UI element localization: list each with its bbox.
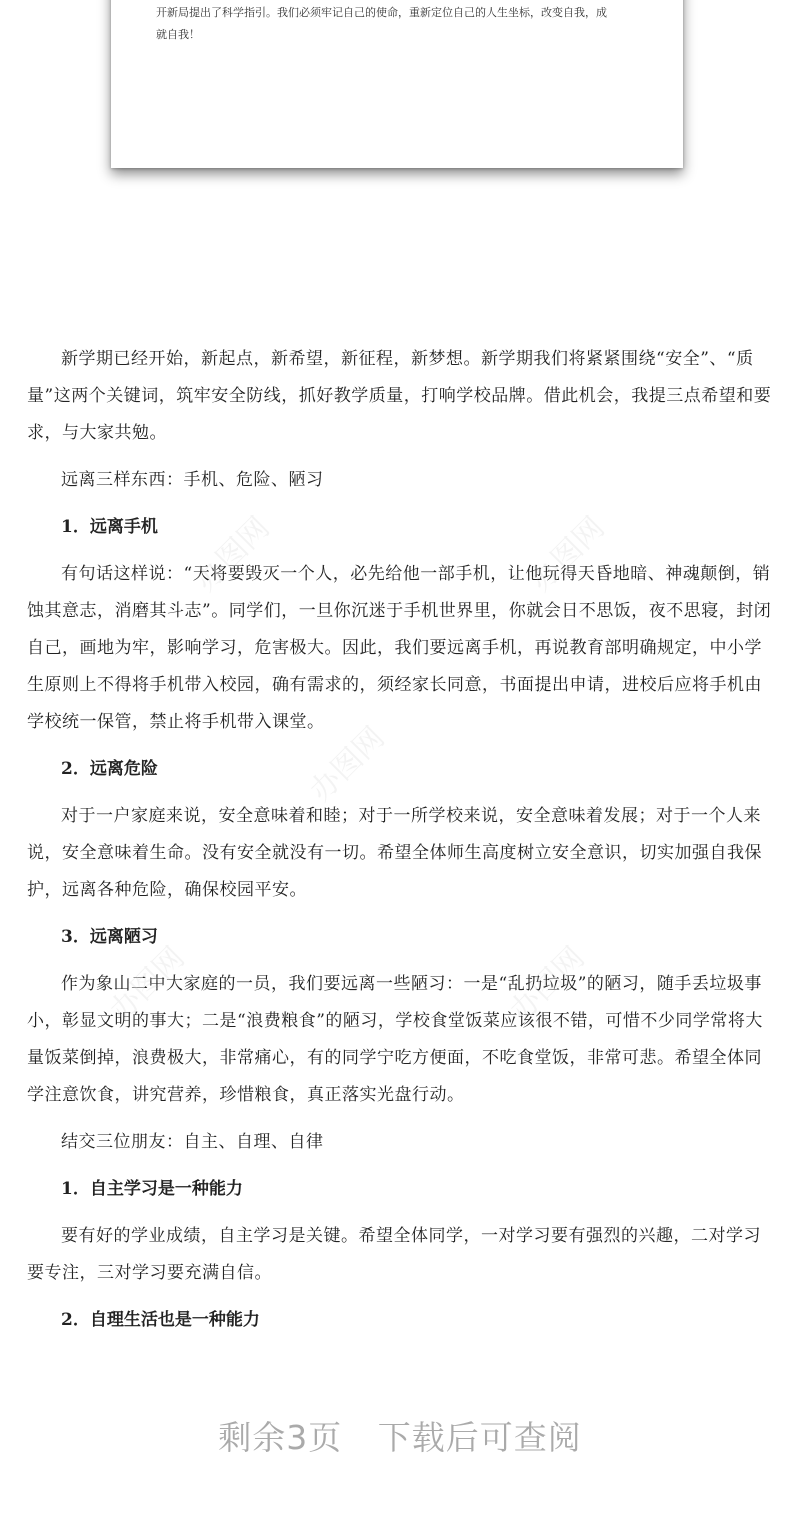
preview-line: 开新局提出了科学指引。我们必须牢记自己的使命，重新定位自己的人生坐标，改变自我，成	[156, 6, 607, 19]
preview-line: 就自我！	[156, 28, 200, 41]
section-title: 结交三位朋友：自主、自理、自律	[61, 1132, 324, 1152]
watermark: 办图网	[103, 940, 192, 1029]
paragraph: 要有好的学业成绩，自主学习是关键。希望全体同学，一对学习要有强烈的兴趣，二对学习要专注，三对学习要充满自信。	[27, 1226, 761, 1283]
remaining-pages-banner[interactable]: 剩余3页 下载后可查阅	[218, 1418, 582, 1457]
section-title: 远离三样东西：手机、危险、陋习	[61, 470, 324, 490]
subheading: 1．自主学习是一种能力	[61, 1179, 243, 1199]
document-preview-card	[111, 0, 683, 168]
watermark: 办图网	[303, 720, 392, 809]
subheading: 2．远离危险	[61, 759, 158, 779]
intro-paragraph: 新学期已经开始，新起点，新希望，新征程，新梦想。新学期我们将紧紧围绕“安全”、“质量”这两个关键词，筑牢安全防线，抓好教学质量，打响学校品牌。借此机会，我提三点希望和要求，与大家共勉。	[27, 349, 772, 443]
paragraph: 作为象山二中大家庭的一员，我们要远离一些陋习：一是“乱扔垃圾”的陋习，随手丢垃圾事小，彰显文明的事大；二是“浪费粮食”的陋习，学校食堂饭菜应该很不错，可惜不少同学常将大量饭菜倒掉，浪费极大，非常痛心，有的同学宁吃方便面，不吃食堂饭，非常可悲。希望全体同学注意饮食，讲究营养，珍惜粮食，真正落实光盘行动。	[27, 974, 763, 1105]
article-body	[27, 341, 775, 1349]
watermark: 办图网	[188, 510, 277, 599]
subheading: 3．远离陋习	[61, 927, 158, 947]
subheading: 2．自理生活也是一种能力	[61, 1310, 260, 1330]
preview-text	[156, 2, 656, 46]
subheading: 1．远离手机	[61, 517, 158, 537]
paragraph: 对于一户家庭来说，安全意味着和睦；对于一所学校来说，安全意味着发展；对于一个人来说，安全意味着生命。没有安全就没有一切。希望全体师生高度树立安全意识，切实加强自我保护，远离各种危险，确保校园平安。	[27, 806, 762, 900]
paragraph: 有句话这样说：“天将要毁灭一个人，必先给他一部手机，让他玩得天昏地暗、神魂颠倒，销蚀其意志，消磨其斗志”。同学们，一旦你沉迷于手机世界里，你就会日不思饭，夜不思寝，封闭自己，画地为牢，影响学习，危害极大。因此，我们要远离手机，再说教育部明确规定，中小学生原则上不得将手机带入校园，确有需求的，须经家长同意，书面提出申请，进校后应将手机由学校统一保管，禁止将手机带入课堂。	[27, 564, 772, 732]
watermark: 办图网	[503, 940, 592, 1029]
watermark: 办图网	[523, 510, 612, 599]
